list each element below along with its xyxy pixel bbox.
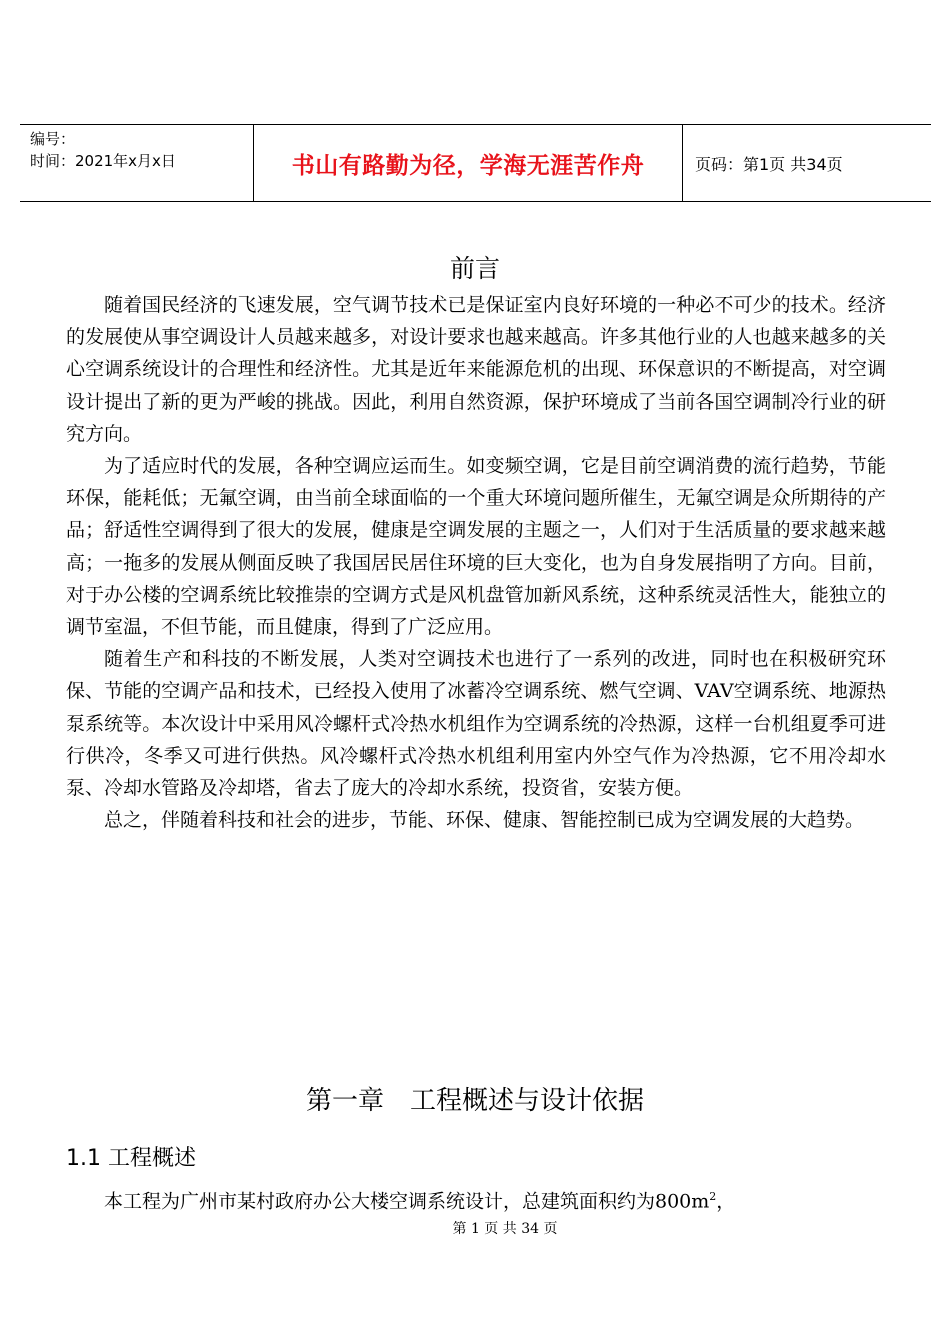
preface-paragraph: 为了适应时代的发展，各种空调应运而生。如变频空调，它是目前空调消费的流行趋势，节能环保，能耗低；无氟空调，由当前全球面临的一个重大环境问题所催生，无氟空调是众所期待的产品；舒适性空调得到了很大的发展，健康是空调发展的主题之一，人们对于生活质量的要求越来越高；一拖多的发展从侧面反映了我国居民居住环境的巨大变化，也为自身发展指明了方向。目前，对于办公楼的空调系统比较推崇的空调方式是风机盘管加新风系统，这种系统灵活性大，能独立的调节室温，不但节能，而且健康，得到了广泛应用。 [66,455,886,639]
number-label: 编号： [30,130,76,148]
section-body [66,1181,886,1217]
section-title: 1.1 工程概述 [66,1146,196,1171]
section-tail: ， [716,1190,736,1213]
preface-body [66,289,886,836]
section-text: 本工程为广州市某村政府办公大楼空调系统设计，总建筑面积约为800m [104,1190,710,1213]
document-header [20,124,931,202]
header-motto: 书山有路勤为径，学海无涯苦作舟 [253,125,683,201]
preface-title: 前言 [449,254,500,283]
preface-paragraph: 随着生产和科技的不断发展，人类对空调技术也进行了一系列的改进，同时也在积极研究环保、节能的空调产品和技术，已经投入使用了冰蓄冷空调系统、燃气空调、VAV空调系统、地源热泵系统等。本次设计中采用风冷螺杆式冷热水机组作为空调系统的冷热源，这样一台机组夏季可进行供冷，冬季又可进行供热。风冷螺杆式冷热水机组利用室内外空气作为冷热源，它不用冷却水泵、冷却水管路及冷却塔，省去了庞大的冷却水系统，投资省，安装方便。 [66,648,886,800]
chapter-title: 第一章 工程概述与设计依据 [305,1086,644,1116]
time-label: 时间：2021年x月x日 [30,152,176,170]
preface-paragraph: 总之，伴随着科技和社会的进步，节能、环保、健康、智能控制已成为空调发展的大趋势。 [104,809,865,832]
page-footer: 第 1 页 共 34 页 [452,1221,558,1237]
section-superscript: 2 [709,1190,717,1203]
header-page-info: 页码：第1页 共34页 [695,154,843,174]
header-meta [20,125,253,201]
preface-paragraph: 随着国民经济的飞速发展，空气调节技术已是保证室内良好环境的一种必不可少的技术。经济的发展使从事空调设计人员越来越多，对设计要求也越来越高。许多其他行业的人也越来越多的关心空调系统设计的合理性和经济性。尤其是近年来能源危机的出现、环保意识的不断提高，对空调设计提出了新的更为严峻的挑战。因此，利用自然资源，保护环境成了当前各国空调制冷行业的研究方向。 [66,294,886,445]
